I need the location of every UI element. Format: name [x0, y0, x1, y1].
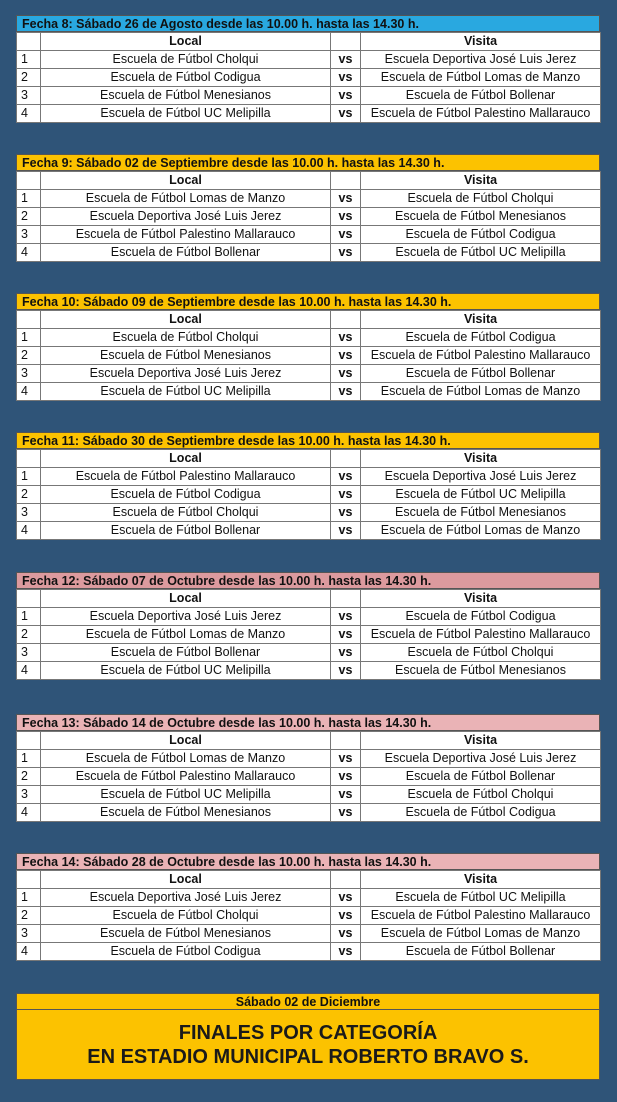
- match-local-team: Escuela de Fútbol Palestino Mallarauco: [41, 468, 331, 486]
- match-vs: vs: [331, 626, 361, 644]
- match-local-team: Escuela de Fútbol Menesianos: [41, 804, 331, 822]
- header-vs-cell: [331, 311, 361, 329]
- match-visita-team: Escuela de Fútbol Menesianos: [361, 662, 601, 680]
- match-number: 2: [17, 69, 41, 87]
- match-vs: vs: [331, 383, 361, 401]
- match-row: [17, 244, 601, 262]
- header-local: Local: [41, 33, 331, 51]
- match-local-team: Escuela de Fútbol Codigua: [41, 486, 331, 504]
- header-vs-cell: [331, 871, 361, 889]
- match-row: [17, 468, 601, 486]
- fecha-block: [16, 293, 600, 401]
- match-number: 3: [17, 226, 41, 244]
- match-number: 1: [17, 329, 41, 347]
- match-row: [17, 365, 601, 383]
- match-visita-team: Escuela de Fútbol UC Melipilla: [361, 889, 601, 907]
- match-row: [17, 504, 601, 522]
- match-row: [17, 226, 601, 244]
- match-row: [17, 208, 601, 226]
- match-row: [17, 804, 601, 822]
- header-local: Local: [41, 450, 331, 468]
- match-number: 4: [17, 522, 41, 540]
- match-vs: vs: [331, 662, 361, 680]
- header-vs-cell: [331, 450, 361, 468]
- match-local-team: Escuela de Fútbol Palestino Mallarauco: [41, 768, 331, 786]
- match-number: 4: [17, 105, 41, 123]
- match-row: [17, 329, 601, 347]
- header-num-cell: [17, 311, 41, 329]
- match-visita-team: Escuela de Fútbol Bollenar: [361, 943, 601, 961]
- match-visita-team: Escuela Deportiva José Luis Jerez: [361, 51, 601, 69]
- fecha-block: [16, 714, 600, 822]
- match-row: [17, 907, 601, 925]
- match-local-team: Escuela de Fútbol Lomas de Manzo: [41, 750, 331, 768]
- match-number: 1: [17, 889, 41, 907]
- fecha-block: [16, 853, 600, 961]
- match-local-team: Escuela de Fútbol Cholqui: [41, 329, 331, 347]
- fecha-title: Fecha 12: Sábado 07 de Octubre desde las 10.00 h. hasta las 14.30 h.: [16, 572, 600, 589]
- match-vs: vs: [331, 750, 361, 768]
- match-row: [17, 626, 601, 644]
- match-row: [17, 943, 601, 961]
- match-local-team: Escuela de Fútbol Cholqui: [41, 907, 331, 925]
- match-visita-team: Escuela de Fútbol Codigua: [361, 226, 601, 244]
- header-visita: Visita: [361, 732, 601, 750]
- match-local-team: Escuela de Fútbol Cholqui: [41, 504, 331, 522]
- match-local-team: Escuela de Fútbol Palestino Mallarauco: [41, 226, 331, 244]
- finals-line-1: FINALES POR CATEGORÍA: [178, 1021, 438, 1044]
- fecha-block: [16, 154, 600, 262]
- match-row: [17, 522, 601, 540]
- match-row: [17, 486, 601, 504]
- match-local-team: Escuela de Fútbol UC Melipilla: [41, 662, 331, 680]
- match-row: [17, 87, 601, 105]
- match-visita-team: Escuela de Fútbol Codigua: [361, 329, 601, 347]
- match-row: [17, 608, 601, 626]
- match-number: 4: [17, 383, 41, 401]
- header-num-cell: [17, 732, 41, 750]
- match-local-team: Escuela de Fútbol UC Melipilla: [41, 383, 331, 401]
- match-visita-team: Escuela de Fútbol Bollenar: [361, 365, 601, 383]
- match-local-team: Escuela de Fútbol Bollenar: [41, 522, 331, 540]
- match-local-team: Escuela Deportiva José Luis Jerez: [41, 608, 331, 626]
- match-vs: vs: [331, 208, 361, 226]
- match-row: [17, 750, 601, 768]
- match-number: 2: [17, 907, 41, 925]
- match-row: [17, 662, 601, 680]
- finals-line-2: EN ESTADIO MUNICIPAL ROBERTO BRAVO S.: [87, 1045, 529, 1068]
- match-vs: vs: [331, 244, 361, 262]
- match-vs: vs: [331, 190, 361, 208]
- match-visita-team: Escuela de Fútbol Palestino Mallarauco: [361, 626, 601, 644]
- match-visita-team: Escuela de Fútbol Codigua: [361, 804, 601, 822]
- header-num-cell: [17, 590, 41, 608]
- header-visita: Visita: [361, 33, 601, 51]
- match-visita-team: Escuela de Fútbol Palestino Mallarauco: [361, 105, 601, 123]
- match-number: 2: [17, 347, 41, 365]
- header-num-cell: [17, 172, 41, 190]
- match-local-team: Escuela de Fútbol Lomas de Manzo: [41, 626, 331, 644]
- match-vs: vs: [331, 786, 361, 804]
- header-visita: Visita: [361, 172, 601, 190]
- match-vs: vs: [331, 486, 361, 504]
- table-header-row: [17, 311, 601, 329]
- match-visita-team: Escuela de Fútbol Lomas de Manzo: [361, 383, 601, 401]
- fecha-title: Fecha 10: Sábado 09 de Septiembre desde las 10.00 h. hasta las 14.30 h.: [16, 293, 600, 310]
- fecha-title: Fecha 13: Sábado 14 de Octubre desde las 10.00 h. hasta las 14.30 h.: [16, 714, 600, 731]
- match-number: 3: [17, 365, 41, 383]
- match-vs: vs: [331, 889, 361, 907]
- matches-table: [16, 32, 601, 123]
- match-visita-team: Escuela Deportiva José Luis Jerez: [361, 468, 601, 486]
- match-vs: vs: [331, 105, 361, 123]
- match-local-team: Escuela de Fútbol Menesianos: [41, 347, 331, 365]
- match-number: 3: [17, 644, 41, 662]
- match-number: 4: [17, 804, 41, 822]
- fecha-title: Fecha 9: Sábado 02 de Septiembre desde las 10.00 h. hasta las 14.30 h.: [16, 154, 600, 171]
- match-number: 1: [17, 468, 41, 486]
- match-vs: vs: [331, 504, 361, 522]
- match-number: 3: [17, 786, 41, 804]
- match-number: 4: [17, 943, 41, 961]
- match-vs: vs: [331, 226, 361, 244]
- match-vs: vs: [331, 69, 361, 87]
- match-row: [17, 383, 601, 401]
- match-vs: vs: [331, 925, 361, 943]
- matches-table: [16, 589, 601, 680]
- match-number: 3: [17, 87, 41, 105]
- match-local-team: Escuela de Fútbol Cholqui: [41, 51, 331, 69]
- header-local: Local: [41, 732, 331, 750]
- match-vs: vs: [331, 608, 361, 626]
- match-visita-team: Escuela de Fútbol Palestino Mallarauco: [361, 347, 601, 365]
- match-visita-team: Escuela Deportiva José Luis Jerez: [361, 750, 601, 768]
- match-number: 1: [17, 51, 41, 69]
- match-vs: vs: [331, 768, 361, 786]
- header-vs-cell: [331, 172, 361, 190]
- match-local-team: Escuela de Fútbol Lomas de Manzo: [41, 190, 331, 208]
- match-number: 1: [17, 750, 41, 768]
- match-local-team: Escuela Deportiva José Luis Jerez: [41, 208, 331, 226]
- matches-table: [16, 870, 601, 961]
- finals-body: [16, 1010, 600, 1080]
- header-vs-cell: [331, 33, 361, 51]
- table-header-row: [17, 33, 601, 51]
- match-local-team: Escuela de Fútbol UC Melipilla: [41, 786, 331, 804]
- match-number: 2: [17, 768, 41, 786]
- header-visita: Visita: [361, 450, 601, 468]
- match-vs: vs: [331, 329, 361, 347]
- match-local-team: Escuela de Fútbol UC Melipilla: [41, 105, 331, 123]
- matches-table: [16, 310, 601, 401]
- match-local-team: Escuela de Fútbol Bollenar: [41, 644, 331, 662]
- match-visita-team: Escuela de Fútbol Bollenar: [361, 87, 601, 105]
- fecha-block: [16, 15, 600, 123]
- fecha-block: [16, 432, 600, 540]
- header-visita: Visita: [361, 311, 601, 329]
- match-vs: vs: [331, 804, 361, 822]
- fecha-title: Fecha 8: Sábado 26 de Agosto desde las 10.00 h. hasta las 14.30 h.: [16, 15, 600, 32]
- match-vs: vs: [331, 347, 361, 365]
- match-row: [17, 925, 601, 943]
- matches-table: [16, 731, 601, 822]
- match-vs: vs: [331, 87, 361, 105]
- match-vs: vs: [331, 365, 361, 383]
- match-visita-team: Escuela de Fútbol Lomas de Manzo: [361, 69, 601, 87]
- table-header-row: [17, 450, 601, 468]
- match-number: 1: [17, 190, 41, 208]
- header-visita: Visita: [361, 590, 601, 608]
- match-row: [17, 69, 601, 87]
- fecha-title: Fecha 11: Sábado 30 de Septiembre desde las 10.00 h. hasta las 14.30 h.: [16, 432, 600, 449]
- match-number: 3: [17, 504, 41, 522]
- table-header-row: [17, 732, 601, 750]
- match-visita-team: Escuela de Fútbol Cholqui: [361, 644, 601, 662]
- match-visita-team: Escuela de Fútbol Menesianos: [361, 208, 601, 226]
- match-row: [17, 768, 601, 786]
- match-row: [17, 889, 601, 907]
- match-local-team: Escuela de Fútbol Menesianos: [41, 87, 331, 105]
- header-num-cell: [17, 871, 41, 889]
- match-number: 3: [17, 925, 41, 943]
- table-header-row: [17, 590, 601, 608]
- match-row: [17, 105, 601, 123]
- match-vs: vs: [331, 907, 361, 925]
- fecha-block: [16, 572, 600, 680]
- matches-table: [16, 449, 601, 540]
- header-local: Local: [41, 311, 331, 329]
- match-number: 1: [17, 608, 41, 626]
- match-row: [17, 786, 601, 804]
- match-number: 4: [17, 244, 41, 262]
- header-local: Local: [41, 590, 331, 608]
- match-row: [17, 190, 601, 208]
- match-visita-team: Escuela de Fútbol Codigua: [361, 608, 601, 626]
- header-num-cell: [17, 33, 41, 51]
- table-header-row: [17, 871, 601, 889]
- match-visita-team: Escuela de Fútbol UC Melipilla: [361, 244, 601, 262]
- header-local: Local: [41, 172, 331, 190]
- match-row: [17, 51, 601, 69]
- match-number: 2: [17, 486, 41, 504]
- match-row: [17, 644, 601, 662]
- fecha-title: Fecha 14: Sábado 28 de Octubre desde las 10.00 h. hasta las 14.30 h.: [16, 853, 600, 870]
- match-vs: vs: [331, 644, 361, 662]
- header-vs-cell: [331, 590, 361, 608]
- table-header-row: [17, 172, 601, 190]
- match-visita-team: Escuela de Fútbol Lomas de Manzo: [361, 925, 601, 943]
- match-vs: vs: [331, 51, 361, 69]
- match-visita-team: Escuela de Fútbol Cholqui: [361, 786, 601, 804]
- header-local: Local: [41, 871, 331, 889]
- finals-date: Sábado 02 de Diciembre: [16, 993, 600, 1010]
- match-local-team: Escuela de Fútbol Bollenar: [41, 244, 331, 262]
- match-number: 4: [17, 662, 41, 680]
- header-num-cell: [17, 450, 41, 468]
- match-local-team: Escuela Deportiva José Luis Jerez: [41, 365, 331, 383]
- match-local-team: Escuela de Fútbol Codigua: [41, 69, 331, 87]
- finals-box: [16, 993, 600, 1080]
- match-visita-team: Escuela de Fútbol Lomas de Manzo: [361, 522, 601, 540]
- match-number: 2: [17, 626, 41, 644]
- match-vs: vs: [331, 522, 361, 540]
- match-visita-team: Escuela de Fútbol Palestino Mallarauco: [361, 907, 601, 925]
- match-visita-team: Escuela de Fútbol UC Melipilla: [361, 486, 601, 504]
- header-visita: Visita: [361, 871, 601, 889]
- match-local-team: Escuela de Fútbol Menesianos: [41, 925, 331, 943]
- matches-table: [16, 171, 601, 262]
- header-vs-cell: [331, 732, 361, 750]
- match-visita-team: Escuela de Fútbol Menesianos: [361, 504, 601, 522]
- match-number: 2: [17, 208, 41, 226]
- match-vs: vs: [331, 943, 361, 961]
- match-visita-team: Escuela de Fútbol Cholqui: [361, 190, 601, 208]
- match-local-team: Escuela de Fútbol Codigua: [41, 943, 331, 961]
- match-vs: vs: [331, 468, 361, 486]
- match-local-team: Escuela Deportiva José Luis Jerez: [41, 889, 331, 907]
- match-row: [17, 347, 601, 365]
- match-visita-team: Escuela de Fútbol Bollenar: [361, 768, 601, 786]
